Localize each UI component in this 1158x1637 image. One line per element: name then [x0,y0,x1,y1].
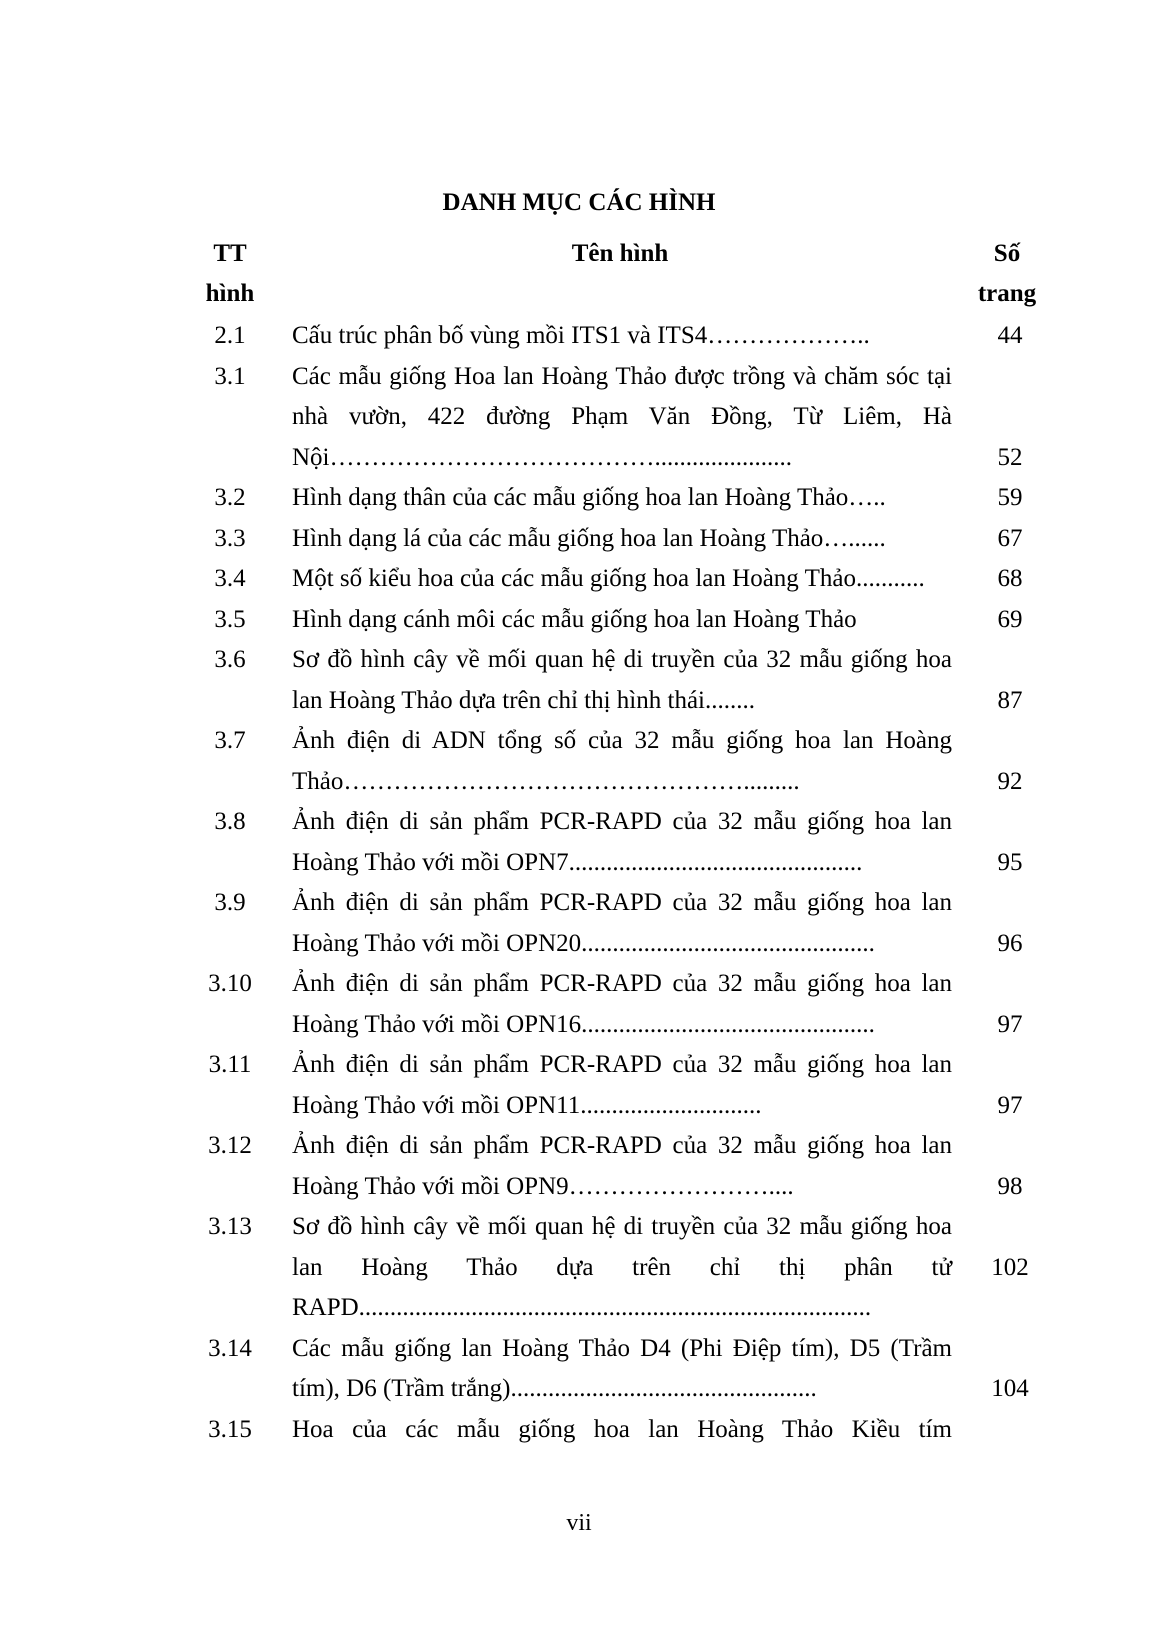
list-item [0,640,1158,721]
column-header-number-line1: TT [213,240,247,267]
figure-title: Sơ đồ hình cây về mối quan hệ di truyền của 32 mẫu giống hoa lan Hoàng Thảo dựa trên chỉ thị hình thái........ [292,646,952,714]
figure-title: Một số kiểu hoa của các mẫu giống hoa lan Hoàng Thảo........... [292,565,925,592]
list-item [0,316,1158,357]
page-number: 96 [997,929,1023,957]
figure-number: 3.11 [208,1051,252,1078]
figure-title: Ảnh điện di sản phẩm PCR-RAPD của 32 mẫu giống hoa lan Hoàng Thảo với mồi OPN7............................................... [292,808,952,876]
page-number: 104 [991,1375,1029,1402]
figure-number: 3.6 [214,646,246,673]
column-header-number-line2: hình [205,280,255,307]
column-header-page-line1: Số [993,240,1021,267]
column-header-page-line2: trang [977,280,1037,307]
figure-number: 3.5 [214,605,246,633]
figure-title: Ảnh điện di sản phẩm PCR-RAPD của 32 mẫu giống hoa lan Hoàng Thảo với mồi OPN11............................. [292,1051,952,1119]
figure-number: 3.8 [214,808,246,835]
page-number: 44 [997,322,1023,349]
page-number: 102 [991,1253,1029,1281]
column-header-page [952,234,1062,314]
figure-number: 3.3 [214,524,246,552]
list-item [0,600,1158,641]
column-header-name: Tên hình [571,240,669,267]
list-item [0,1045,1158,1126]
page-number: 59 [997,484,1023,511]
figure-title: Ảnh điện di sản phẩm PCR-RAPD của 32 mẫu giống hoa lan Hoàng Thảo với mồi OPN16............................................... [292,970,952,1038]
column-header-number [180,234,280,314]
figure-title: Ảnh điện di sản phẩm PCR-RAPD của 32 mẫu giống hoa lan Hoàng Thảo với mồi OPN20............................................... [292,889,952,957]
page-number: 97 [997,1010,1023,1038]
list-item [0,721,1158,802]
figure-number: 3.10 [208,970,252,997]
page-footer-number: vii [566,1510,592,1536]
list-item [0,964,1158,1045]
figure-number: 3.2 [214,484,246,511]
figure-title: Các mẫu giống lan Hoàng Thảo D4 (Phi Điệp tím), D5 (Trầm tím), D6 (Trầm trắng)................................................. [292,1334,952,1402]
list-item [0,1126,1158,1207]
page-number: 98 [997,1172,1023,1200]
list-item [0,478,1158,519]
list-item [0,1207,1158,1329]
figure-number: 3.14 [208,1334,252,1362]
figure-title: Các mẫu giống Hoa lan Hoàng Thảo được trồng và chăm sóc tại nhà vườn, 422 đường Phạm Văn Đồng, Từ Liêm, Hà Nội…………………………………...................... [292,362,952,471]
list-item [0,1329,1158,1410]
page-number: 52 [997,443,1023,471]
figure-title: Cấu trúc phân bố vùng mồi ITS1 và ITS4……………….. [292,322,870,349]
page-number: 95 [997,848,1023,876]
figure-title: Hoa của các mẫu giống hoa lan Hoàng Thảo Kiều tím [292,1415,952,1443]
page-number: 68 [997,565,1023,592]
figure-number: 3.1 [214,362,246,390]
page-number: 69 [997,605,1023,633]
figure-title: Hình dạng lá của các mẫu giống hoa lan Hoàng Thảo…...... [292,524,886,552]
list-item [0,357,1158,479]
page-number: 87 [997,686,1023,714]
page-number: 67 [997,524,1023,552]
page-title: DANH MỤC CÁC HÌNH [442,189,716,216]
list-item [0,883,1158,964]
figure-title: Hình dạng cánh môi các mẫu giống hoa lan Hoàng Thảo [292,605,857,633]
figure-number: 3.9 [214,889,246,916]
figure-number: 3.15 [208,1415,252,1443]
figure-title: Ảnh điện di sản phẩm PCR-RAPD của 32 mẫu giống hoa lan Hoàng Thảo với mồi OPN9…………………….... [292,1132,952,1200]
page-number: 92 [997,767,1023,795]
figure-list [0,316,1158,1450]
page-number: 97 [997,1091,1023,1119]
figure-number: 3.7 [214,727,246,754]
figure-number: 3.4 [214,565,246,592]
figure-title: Sơ đồ hình cây về mối quan hệ di truyền của 32 mẫu giống hoa lan Hoàng Thảo dựa trên chỉ thị phân tử RAPD.................................................................................. [292,1213,952,1321]
list-item [0,559,1158,600]
figure-number: 3.13 [208,1213,252,1240]
figure-number: 3.12 [208,1132,252,1159]
figure-number: 2.1 [214,322,246,349]
list-item [0,519,1158,560]
figure-title: Ảnh điện di ADN tổng số của 32 mẫu giống hoa lan Hoàng Thảo…………………………………………......... [292,727,952,795]
list-item [0,1410,1158,1451]
figure-title: Hình dạng thân của các mẫu giống hoa lan Hoàng Thảo….. [292,484,886,511]
list-item [0,802,1158,883]
